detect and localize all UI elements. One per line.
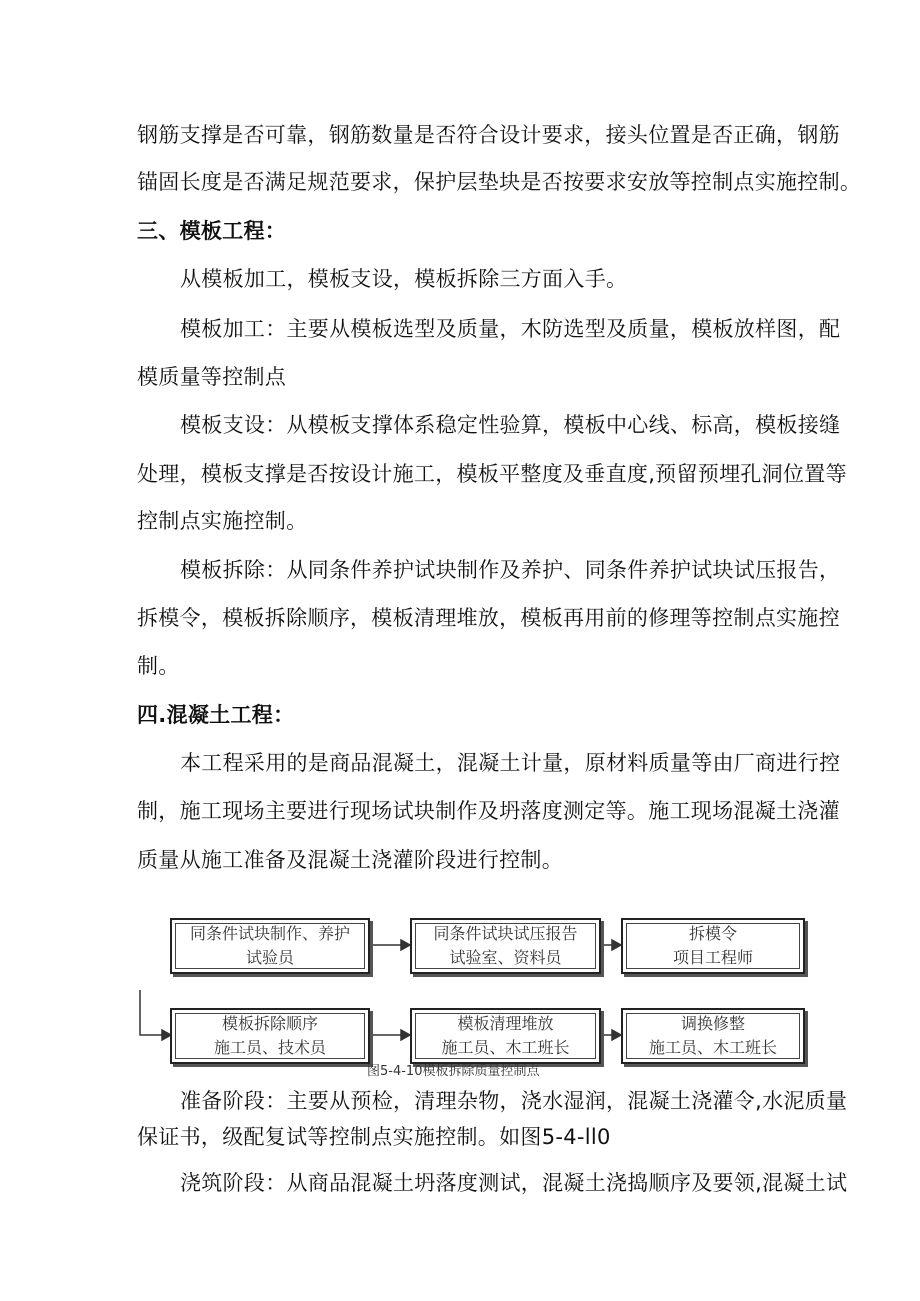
paragraph-line: 钢筋支撑是否可靠，钢筋数量是否符合设计要求，接头位置是否正确，钢筋 — [137, 123, 840, 147]
paragraph-line: 准备阶段：主要从预检，清理杂物，浇水湿润，混凝土浇灌令,水泥质量 — [180, 1089, 848, 1113]
flow-box-cleaning-stacking — [410, 1008, 601, 1064]
paragraph-line: 质量从施工准备及混凝土浇灌阶段进行控制。 — [137, 848, 563, 872]
flow-box-pressure-report — [410, 918, 601, 974]
paragraph-line: 拆模令，模板拆除顺序，模板清理堆放，模板再用前的修理等控制点实施控 — [137, 606, 840, 630]
paragraph-line: 浇筑阶段：从商品混凝土坍落度测试，混凝土浇捣顺序及要领,混凝土试 — [180, 1171, 848, 1195]
paragraph-line: 保证书，级配复试等控制点实施控制。如图5-4-ll0 — [137, 1125, 611, 1149]
paragraph-line: 模质量等控制点 — [137, 365, 287, 389]
paragraph-line: 处理，模板支撑是否按设计施工，模板平整度及垂直度,预留预埋孔洞位置等 — [137, 462, 847, 486]
arrowhead-1-2 — [401, 940, 410, 950]
paragraph-line: 从模板加工，模板支设，模板拆除三方面入手。 — [180, 267, 628, 291]
flow-box-title: 模板拆除顺序 — [221, 1014, 318, 1033]
figure-caption: 图5-4-10模板拆除质量控制点 — [367, 1064, 540, 1079]
flow-box-role: 施工员、木工班长 — [648, 1038, 777, 1057]
flow-box-role: 试验员 — [245, 948, 294, 967]
flow-box-title: 调换修整 — [680, 1014, 745, 1033]
section-heading-4: 四.混凝土工程： — [137, 703, 295, 727]
flow-box-specimen-making — [170, 918, 370, 974]
arrowhead-5-6 — [612, 1030, 621, 1040]
flow-box-role: 施工员、技术员 — [213, 1038, 326, 1057]
paragraph-line: 控制点实施控制。 — [137, 509, 308, 533]
flow-box-title: 同条件试块制作、养护 — [189, 924, 350, 943]
arrowhead-4-5 — [401, 1030, 410, 1040]
flow-box-removal-order — [621, 918, 805, 974]
flow-box-role: 项目工程师 — [672, 948, 753, 967]
paragraph-line: 制，施工现场主要进行现场试块制作及坍落度测定等。施工现场混凝土浇灌 — [137, 799, 840, 823]
flow-box-replace-repair — [621, 1008, 805, 1064]
paragraph-line: 本工程采用的是商品混凝土，混凝土计量，原材料质量等由厂商进行控 — [180, 751, 841, 775]
arrowhead-2-3 — [612, 940, 621, 950]
paragraph-line: 模板拆除：从同条件养护试块制作及养护、同条件养护试块试压报告， — [180, 558, 841, 582]
flow-box-title: 同条件试块试压报告 — [433, 924, 578, 943]
flow-box-title: 拆模令 — [688, 924, 737, 943]
flow-box-role: 试验室、资料员 — [449, 948, 562, 967]
paragraph-line: 锚固长度是否满足规范要求，保护层垫块是否按要求安放等控制点实施控制。 — [137, 170, 862, 194]
paragraph-line: 模板加工：主要从模板选型及质量，木防选型及质量，模板放样图，配 — [180, 317, 841, 341]
flow-box-role: 施工员、木工班长 — [441, 1038, 570, 1057]
section-heading-3: 三、模板工程： — [137, 219, 287, 243]
paragraph-line: 模板支设：从模板支撑体系稳定性验算，模板中心线、标高，模板接缝 — [180, 413, 841, 437]
arrow-row-wrap — [140, 990, 165, 1035]
paragraph-line: 制。 — [137, 654, 180, 678]
flow-box-removal-sequence — [170, 1008, 370, 1064]
flow-box-title: 模板清理堆放 — [457, 1014, 554, 1033]
